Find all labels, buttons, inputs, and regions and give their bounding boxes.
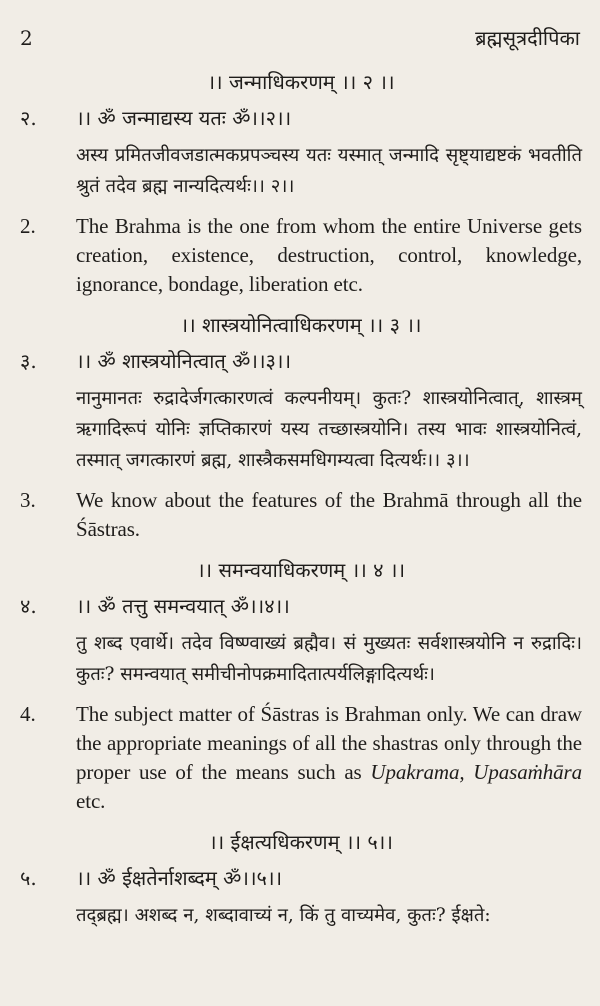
adhikarana-section-4	[20, 556, 582, 816]
adhikarana-heading: ।। ईक्षत्यधिकरणम् ।। ५।।	[209, 830, 393, 854]
translation-text-part: etc.	[76, 789, 106, 813]
page-header	[20, 26, 582, 64]
sutra-text: ।। ॐ ईक्षतेर्नाशब्दम् ॐ।।५।।	[76, 866, 283, 890]
sutra-text: ।। ॐ जन्माद्यस्य यतः ॐ।।२।।	[76, 106, 292, 130]
english-translation	[20, 486, 582, 544]
sutra-line	[20, 592, 582, 620]
sutra-text: ।। ॐ शास्त्रयोनित्वात् ॐ।।३।।	[76, 349, 292, 373]
sutra-number: ५.	[20, 866, 37, 890]
sutra-number: ४.	[20, 594, 37, 618]
translation-number: 3.	[20, 488, 36, 512]
translation-italic-terms: Upakrama, Upasaṁhāra	[370, 760, 582, 784]
adhikarana-heading: ।। शास्त्रयोनित्वाधिकरणम् ।। ३ ।।	[180, 313, 422, 337]
running-title: ब्रह्मसूत्रदीपिका	[475, 26, 580, 50]
page-number: 2	[20, 26, 33, 50]
sutra-line	[20, 864, 582, 892]
sanskrit-commentary: नानुमानतः रुद्रादेर्जगत्कारणत्वं कल्पनीयम्। कुतः? शास्त्रयोनित्वात्, शास्त्रम् ऋगादिरूपं योनिः ज्ञप्तिकारणं यस्य तच्छास्त्रयोनि। तस्य भावः शास्त्रयोनित्वं, तस्मात् जगत्कारणं ब्रह्म, शास्त्रैकसमधिगम्यत्वा दित्यर्थः।। ३।।	[76, 388, 582, 471]
sanskrit-commentary: अस्य प्रमितजीवजडात्मकप्रपञ्चस्य यतः यस्मात् जन्मादि सृष्ट्याद्यष्टकं भवतीति श्रुतं तदेव ब्रह्म नान्यदित्यर्थः।। २।।	[76, 145, 582, 197]
translation-text: The Brahma is the one from whom the entire Universe gets creation, existence, destruction, control, knowledge, ignorance, bondage, liberation etc.	[76, 214, 582, 296]
sutra-number: ३.	[20, 349, 37, 373]
translation-number: 4.	[20, 702, 36, 726]
translation-number: 2.	[20, 214, 36, 238]
english-translation	[20, 212, 582, 299]
english-translation	[20, 700, 582, 816]
adhikarana-section-2	[20, 68, 582, 299]
translation-text-part: The subject matter of Śāstras is Brahman only. We can draw the appropriate meanings of all the shastras only through the proper use of the means such as	[76, 702, 582, 784]
sanskrit-commentary: तद्ब्रह्म। अशब्द न, शब्दावाच्यं न, किं तु वाच्यमेव, कुतः? ईक्षते:	[76, 905, 491, 926]
adhikarana-heading: ।। समन्वयाधिकरणम् ।। ४ ।।	[196, 558, 406, 582]
translation-text	[76, 700, 582, 816]
sutra-line	[20, 347, 582, 375]
sanskrit-commentary: तु शब्द एवार्थे। तदेव विष्ण्वाख्यं ब्रह्मैव। सं मुख्यतः सर्वशास्त्रयोनि न रुद्रादिः। कुतः? समन्वयात् समीचीनोपक्रमादितात्पर्यलिङ्गादित्यर्थः।	[76, 633, 582, 685]
sutra-text: ।। ॐ तत्तु समन्वयात् ॐ।।४।।	[76, 594, 290, 618]
adhikarana-heading: ।। जन्माधिकरणम् ।। २ ।।	[207, 70, 395, 94]
adhikarana-section-5	[20, 828, 582, 931]
translation-text: We know about the features of the Brahmā through all the Śāstras.	[76, 488, 582, 541]
adhikarana-section-3	[20, 311, 582, 544]
sutra-line	[20, 104, 582, 132]
sutra-number: २.	[20, 106, 37, 130]
